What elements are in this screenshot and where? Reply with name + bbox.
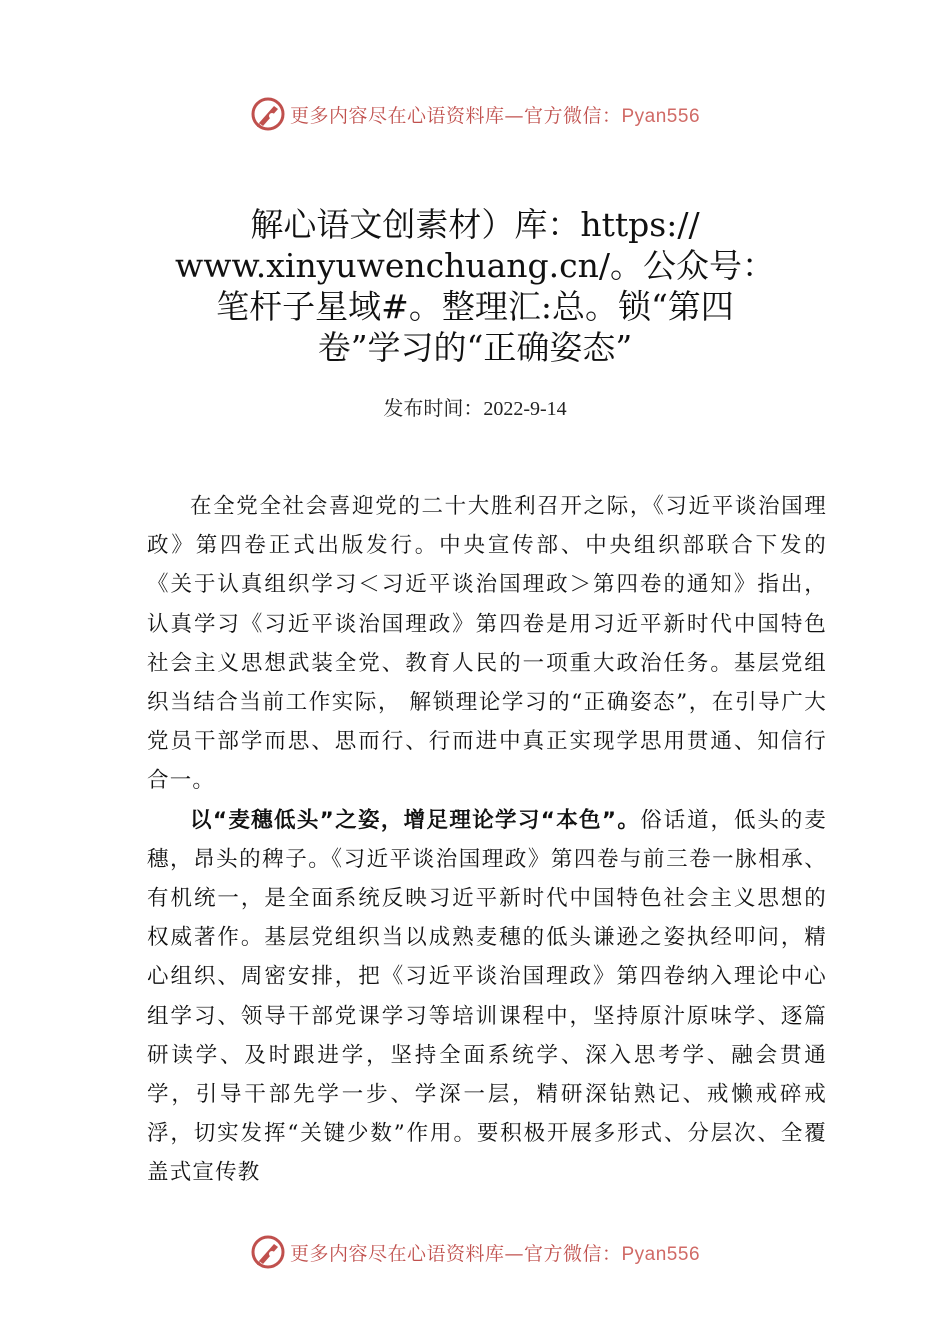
publish-date-label: 发布时间： xyxy=(383,396,484,420)
title-line-2: www.xinyuwenchuang.cn/。公众号： xyxy=(174,246,776,285)
paragraph-intro: 在全党全社会喜迎党的二十大胜利召开之际，《习近平谈治国理政》第四卷正式出版发行。中央宣传部、中央组织部联合下发的《关于认真组织学习＜习近平谈治国理政＞第四卷的通知》指出，认真学习《习近平谈治国理政》第四卷是用习近平新时代中国特色社会主义思想武装全党、教育人民的一项重大政治任务。基层党组织当结合当前工作实际， 解锁理论学习的“正确姿态”，在引导广大党员干部学而思、思而行、行而进中真正实现学思用贯通、知信行合一。 xyxy=(147,494,827,794)
banner-wechat-id: Pyan556 xyxy=(621,105,701,127)
paragraph-section-1 xyxy=(147,801,827,1193)
publish-date-value: 2022-9-14 xyxy=(483,398,567,420)
banner-wechat-id: Pyan556 xyxy=(621,1243,701,1265)
banner-text xyxy=(290,101,700,128)
banner-label: 更多内容尽在心语资料库—官方微信： xyxy=(289,1242,622,1265)
banner-text xyxy=(290,1239,700,1266)
title-line-1: 解心语文创素材）库：https:// xyxy=(250,205,700,244)
pen-logo-icon xyxy=(250,96,286,132)
title-line-3: 笔杆子星域#。整理汇:总。锁“第四 xyxy=(216,287,734,326)
title-line-4: 卷”学习的“正确姿态” xyxy=(317,328,633,367)
header-watermark-banner xyxy=(0,92,950,136)
footer-watermark-banner xyxy=(0,1230,950,1274)
section-1-heading: 以“麦穗低头”之姿，增足理论学习“本色”。 xyxy=(190,807,641,833)
article-title xyxy=(150,204,800,368)
section-1-text: 俗话道，低头的麦穗，昂头的稗子。《习近平谈治国理政》第四卷与前三卷一脉相承、有机统一，是全面系统反映习近平新时代中国特色社会主义思想的权威著作。基层党组织当以成熟麦穗的低头谦逊之姿执经叩问，精心组织、周密安排，把《习近平谈治国理政》第四卷纳入理论中心组学习、领导干部党课学习等培训课程中，坚持原汁原味学、逐篇研读学、及时跟进学，坚持全面系统学、深入思考学、融会贯通学，引导干部先学一步、学深一层，精研深钻熟记、戒懒戒碎戒浮，切实发挥“关键少数”作用。要积极开展多形式、分层次、全覆盖式宣传教 xyxy=(147,807,827,1186)
banner-label: 更多内容尽在心语资料库—官方微信： xyxy=(289,104,622,127)
article-body xyxy=(147,487,827,1193)
publish-date xyxy=(0,392,950,421)
pen-logo-icon xyxy=(250,1234,286,1270)
